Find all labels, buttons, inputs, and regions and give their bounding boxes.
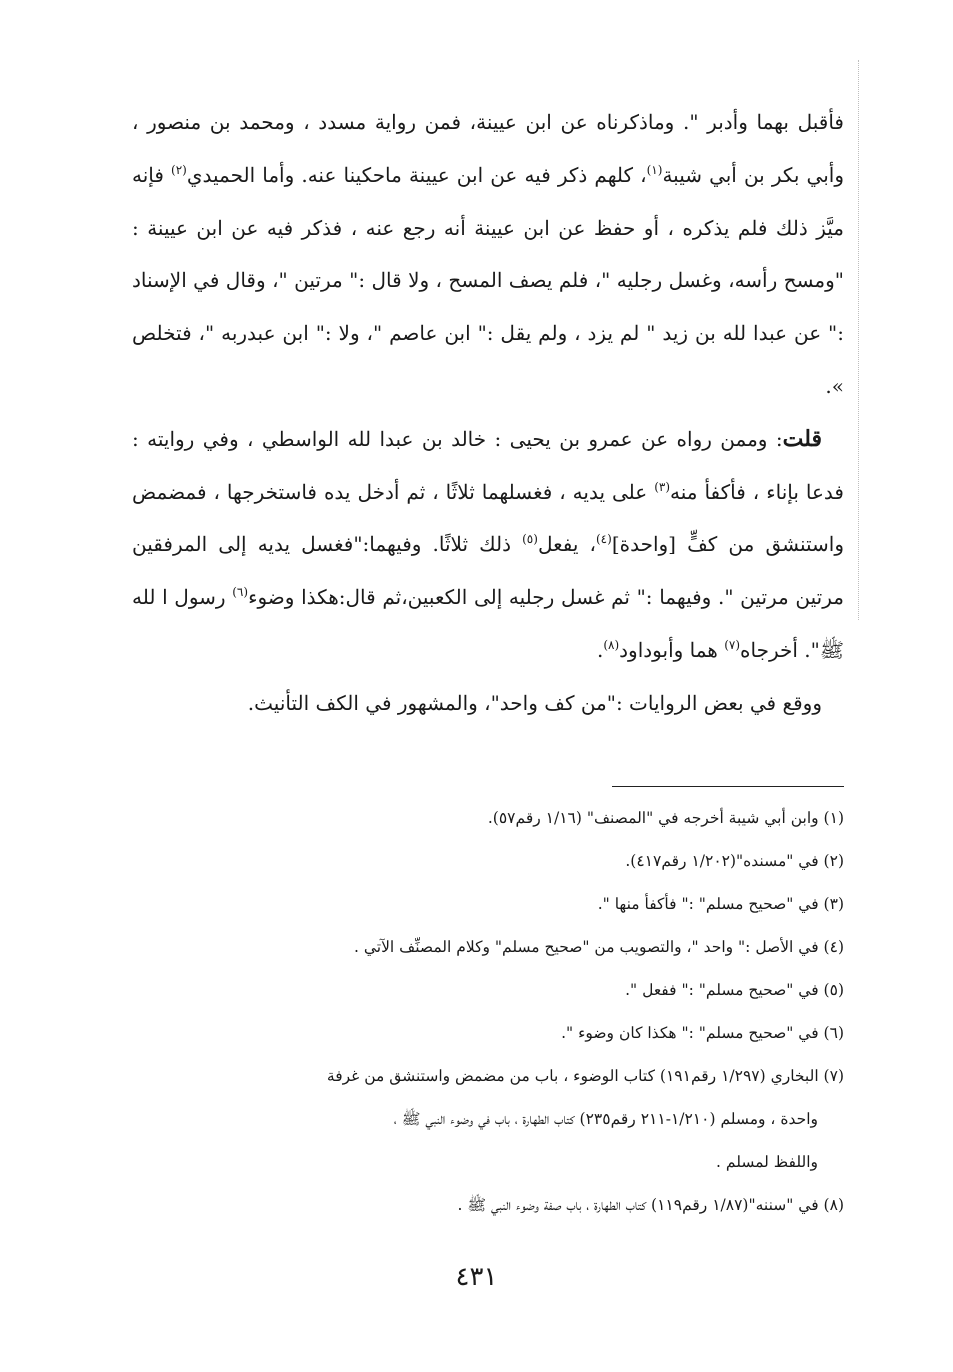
footnote-ref-7[interactable]: (٧) <box>724 637 741 652</box>
footnote-ref-4[interactable]: (٤) <box>595 532 612 547</box>
footnote-ref-3[interactable]: (٣) <box>654 479 671 494</box>
qult-keyword: قلت <box>782 425 822 452</box>
footnote-7-line-3: واللفظ لمسلم . <box>716 1153 818 1171</box>
page-number: ٤٣١ <box>455 1262 498 1292</box>
footnote-3: (٣) في "صحيح مسلم" :" فأكفأ منها ". <box>597 895 844 913</box>
footnote-7-line-2: واحدة ، ومسلم (١/٢١٠-٢١١ رقم٢٣٥) كتاب الطهارة ، باب في وضوء النبي ﷺ ، <box>393 1110 818 1128</box>
footnote-ref-8[interactable]: (٨) <box>603 637 620 652</box>
footnote-ref-5[interactable]: (٥) <box>522 532 538 547</box>
margin-dotted-line <box>858 60 859 620</box>
footnote-1: (١) وابن أبي شيبة أخرجه في "المصنف" (١/١٦ رقم٥٧). <box>487 809 844 827</box>
main-text-body <box>132 96 844 730</box>
footnote-5: (٥) في "صحيح مسلم" :" ففعل ". <box>625 981 844 999</box>
paragraph-1: فأقبل بهما وأدبر ". وماذكرناه عن ابن عيينة، فمن رواية مسدد ، ومحمد بن منصور ، وأبي بكر بن أبي شيبة$^{(١)}$، كلهم ذكر فيه عن ابن عيينة ماحكينا عنه. وأما الحميدي$^{(٢)}$ فإنه ميَّز ذلك فلم يذكره ، أو حفظ عن ابن عيينة أنه رجع عنه ، فذكر فيه عن ابن عيينة : "ومسح رأسه، وغسل رجليه "، فلم يصف المسح ، ولا قال :" مرتين "، وقال في الإسناد :" عن عبدا لله بن زيد " لم يزد ، ولم يقل :" ابن عاصم "، ولا :" ابن عبدربه "، فتخلص ». <box>132 110 844 398</box>
footnote-ref-2[interactable]: (٢) <box>171 162 187 177</box>
footnote-8: (٨) في "سننه"(١/٨٧ رقم١١٩) كتاب الطهارة ، باب صفة وضوء النبي ﷺ . <box>457 1196 844 1214</box>
footnotes-section <box>132 797 844 1227</box>
footnote-4: (٤) في الأصل :" واحد "، والتصويب من "صحيح مسلم" وكلام المصنِّف الآتي . <box>354 938 844 956</box>
paragraph-3: ووقع في بعض الروايات :"من كف واحد"، والمشهور في الكف التأنيث. <box>247 690 822 715</box>
footnote-7-line-1: (٧) البخاري (١/٢٩٧ رقم١٩١) كتاب الوضوء ، باب من مضمض واستنشق من غرفة <box>326 1067 844 1085</box>
footnote-separator <box>612 786 844 787</box>
footnote-ref-1[interactable]: (١) <box>646 162 663 177</box>
footnote-2: (٢) في "مسنده"(١/٢٠٢ رقم٤١٧). <box>625 852 844 870</box>
footnote-6: (٦) في "صحيح مسلم" :" هكذا كان وضوء ". <box>561 1024 844 1042</box>
paragraph-2: قلت: وممن رواه عن عمرو بن يحيى : خالد بن عبدا لله الواسطي ، وفي روايته : فدعا بإناء ، فأكفأ منه$^{(٣)}$ على يديه ، فغسلهما ثلاثًا ، ثم أدخل يده فاستخرجها ، فمضمض واستنشق من كفٍّ [واحدة]$^{(٤)}$، يفعل$^{(٥)}$ ذلك ثلاثًا. وفيهما:"فغسل يديه إلى المرفقين مرتين مرتين ". وفيهما :" ثم غسل رجليه إلى الكعبين،ثم قال:هكذا وضوء$^{(٦)}$ رسول ا لله ﷺ". أخرجاه$^{(٧)}$ هما وأبوداود$^{(٨)}$. <box>132 425 845 662</box>
footnote-ref-6[interactable]: (٦) <box>232 585 249 600</box>
